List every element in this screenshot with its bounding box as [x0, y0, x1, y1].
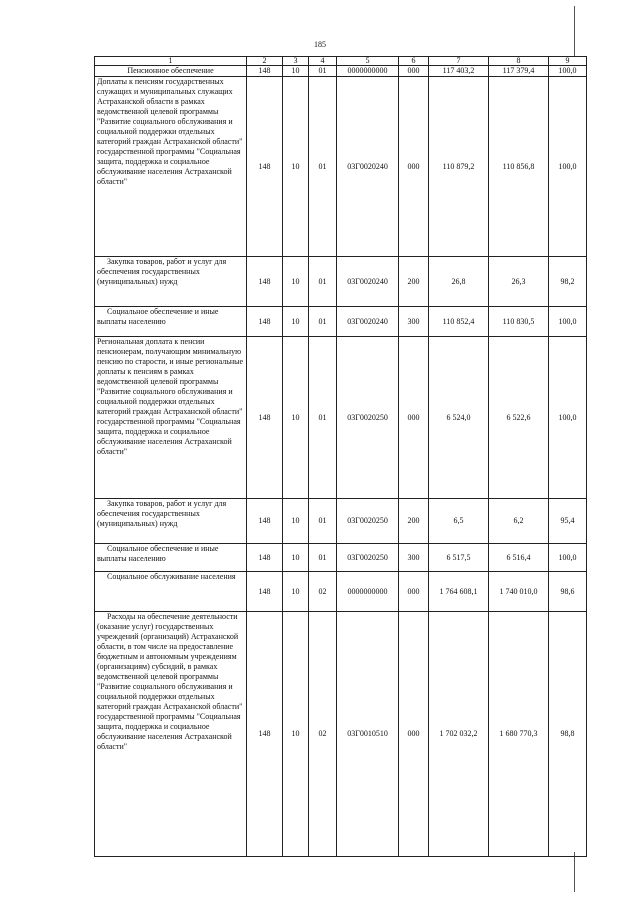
cell-expense-type: 300: [399, 307, 429, 337]
cell-section: 10: [283, 77, 309, 257]
column-header: 7: [429, 57, 489, 66]
cell-planned: 6 524,0: [429, 337, 489, 499]
cell-expense-type: 000: [399, 612, 429, 857]
column-header: 9: [549, 57, 587, 66]
cell-planned: 26,8: [429, 257, 489, 307]
row-name: Пенсионное обеспечение: [95, 66, 247, 77]
cell-target-article: 03Г0020240: [337, 77, 399, 257]
cell-admin-code: 148: [247, 612, 283, 857]
cell-subsection: 01: [309, 337, 337, 499]
column-header: 3: [283, 57, 309, 66]
cell-actual: 26,3: [489, 257, 549, 307]
cell-expense-type: 200: [399, 499, 429, 544]
cell-expense-type: 000: [399, 66, 429, 77]
cell-percent: 100,0: [549, 66, 587, 77]
column-header: 5: [337, 57, 399, 66]
cell-target-article: 0000000000: [337, 66, 399, 77]
cell-section: 10: [283, 572, 309, 612]
row-name: Социальное обслуживание населения: [95, 572, 247, 612]
cell-target-article: 03Г0020250: [337, 499, 399, 544]
cell-subsection: 01: [309, 499, 337, 544]
column-header: 1: [95, 57, 247, 66]
cell-target-article: 03Г0020250: [337, 337, 399, 499]
cell-planned: 6 517,5: [429, 544, 489, 572]
cell-actual: 6 516,4: [489, 544, 549, 572]
row-name: Доплаты к пенсиям государственных служащих и муниципальных служащих Астраханской области в рамках ведомственной целевой программы "Развитие социального обслуживания и социальной поддержки отдельных категорий граждан Астраханской области" государственной программы "Социальная защита, поддержка и социальное обслуживание населения Астраханской области": [95, 77, 247, 257]
cell-actual: 110 830,5: [489, 307, 549, 337]
cell-section: 10: [283, 307, 309, 337]
row-name: Социальное обеспечение и иные выплаты населению: [95, 544, 247, 572]
cell-admin-code: 148: [247, 499, 283, 544]
table-row: [95, 77, 587, 257]
column-header: 8: [489, 57, 549, 66]
cell-target-article: 03Г0020240: [337, 257, 399, 307]
cell-target-article: 0000000000: [337, 572, 399, 612]
table-row: [95, 499, 587, 544]
cell-section: 10: [283, 612, 309, 857]
budget-table: [94, 56, 587, 857]
header-row: [95, 57, 587, 66]
cell-subsection: 01: [309, 257, 337, 307]
cell-admin-code: 148: [247, 257, 283, 307]
cell-percent: 98,8: [549, 612, 587, 857]
cell-admin-code: 148: [247, 572, 283, 612]
cell-section: 10: [283, 337, 309, 499]
table-row: [95, 572, 587, 612]
cell-actual: 6,2: [489, 499, 549, 544]
cell-subsection: 01: [309, 544, 337, 572]
cell-expense-type: 200: [399, 257, 429, 307]
table-row: [95, 612, 587, 857]
row-name: Закупка товаров, работ и услуг для обеспечения государственных (муниципальных) нужд: [95, 257, 247, 307]
row-name: Региональная доплата к пенсии пенсионерам, получающим минимальную пенсию по старости, и иные региональные доплаты к пенсиям в рамках ведомственной целевой программы "Развитие социального обслуживания и социальной поддержки отдельных категорий граждан Астраханской области" государственной программы "Социальная защита, поддержка и социальное обслуживание населения Астраханской области": [95, 337, 247, 499]
table-row: [95, 307, 587, 337]
cell-planned: 6,5: [429, 499, 489, 544]
cell-percent: 100,0: [549, 77, 587, 257]
table-row: [95, 66, 587, 77]
cell-percent: 100,0: [549, 307, 587, 337]
column-header: 4: [309, 57, 337, 66]
cell-actual: 110 856,8: [489, 77, 549, 257]
cell-subsection: 02: [309, 612, 337, 857]
cell-percent: 98,6: [549, 572, 587, 612]
scan-artifact-line-bottom: [574, 852, 575, 892]
cell-target-article: 03Г0010510: [337, 612, 399, 857]
cell-actual: 6 522,6: [489, 337, 549, 499]
page-number: 185: [314, 40, 326, 49]
cell-admin-code: 148: [247, 544, 283, 572]
cell-planned: 1 764 608,1: [429, 572, 489, 612]
cell-section: 10: [283, 544, 309, 572]
cell-planned: 110 852,4: [429, 307, 489, 337]
cell-planned: 110 879,2: [429, 77, 489, 257]
cell-percent: 100,0: [549, 544, 587, 572]
column-header: 2: [247, 57, 283, 66]
cell-admin-code: 148: [247, 77, 283, 257]
row-name: Социальное обеспечение и иные выплаты населению: [95, 307, 247, 337]
cell-subsection: 01: [309, 66, 337, 77]
cell-admin-code: 148: [247, 307, 283, 337]
table-row: [95, 337, 587, 499]
cell-expense-type: 000: [399, 337, 429, 499]
cell-admin-code: 148: [247, 66, 283, 77]
cell-section: 10: [283, 257, 309, 307]
cell-percent: 95,4: [549, 499, 587, 544]
cell-planned: 117 403,2: [429, 66, 489, 77]
cell-actual: 1 680 770,3: [489, 612, 549, 857]
cell-expense-type: 300: [399, 544, 429, 572]
column-header: 6: [399, 57, 429, 66]
cell-expense-type: 000: [399, 572, 429, 612]
cell-section: 10: [283, 66, 309, 77]
cell-admin-code: 148: [247, 337, 283, 499]
cell-percent: 100,0: [549, 337, 587, 499]
table-row: [95, 544, 587, 572]
cell-planned: 1 702 032,2: [429, 612, 489, 857]
cell-subsection: 01: [309, 77, 337, 257]
row-name: Расходы на обеспечение деятельности (оказание услуг) государственных учреждений (организаций) Астраханской области, в том числе на предоставление бюджетным и автономным учреждениям (организациям) субсидий, в рамках ведомственной целевой программы "Развитие социального обслуживания и социальной поддержки отдельных категорий граждан Астраханской области" государственной программы "Социальная защита, поддержка и социальное обслуживание населения Астраханской области": [95, 612, 247, 857]
cell-section: 10: [283, 499, 309, 544]
cell-percent: 98,2: [549, 257, 587, 307]
cell-actual: 1 740 010,0: [489, 572, 549, 612]
cell-target-article: 03Г0020250: [337, 544, 399, 572]
row-name: Закупка товаров, работ и услуг для обеспечения государственных (муниципальных) нужд: [95, 499, 247, 544]
cell-subsection: 02: [309, 572, 337, 612]
cell-actual: 117 379,4: [489, 66, 549, 77]
cell-subsection: 01: [309, 307, 337, 337]
cell-target-article: 03Г0020240: [337, 307, 399, 337]
table-row: [95, 257, 587, 307]
scan-artifact-line-top: [574, 6, 575, 56]
cell-expense-type: 000: [399, 77, 429, 257]
